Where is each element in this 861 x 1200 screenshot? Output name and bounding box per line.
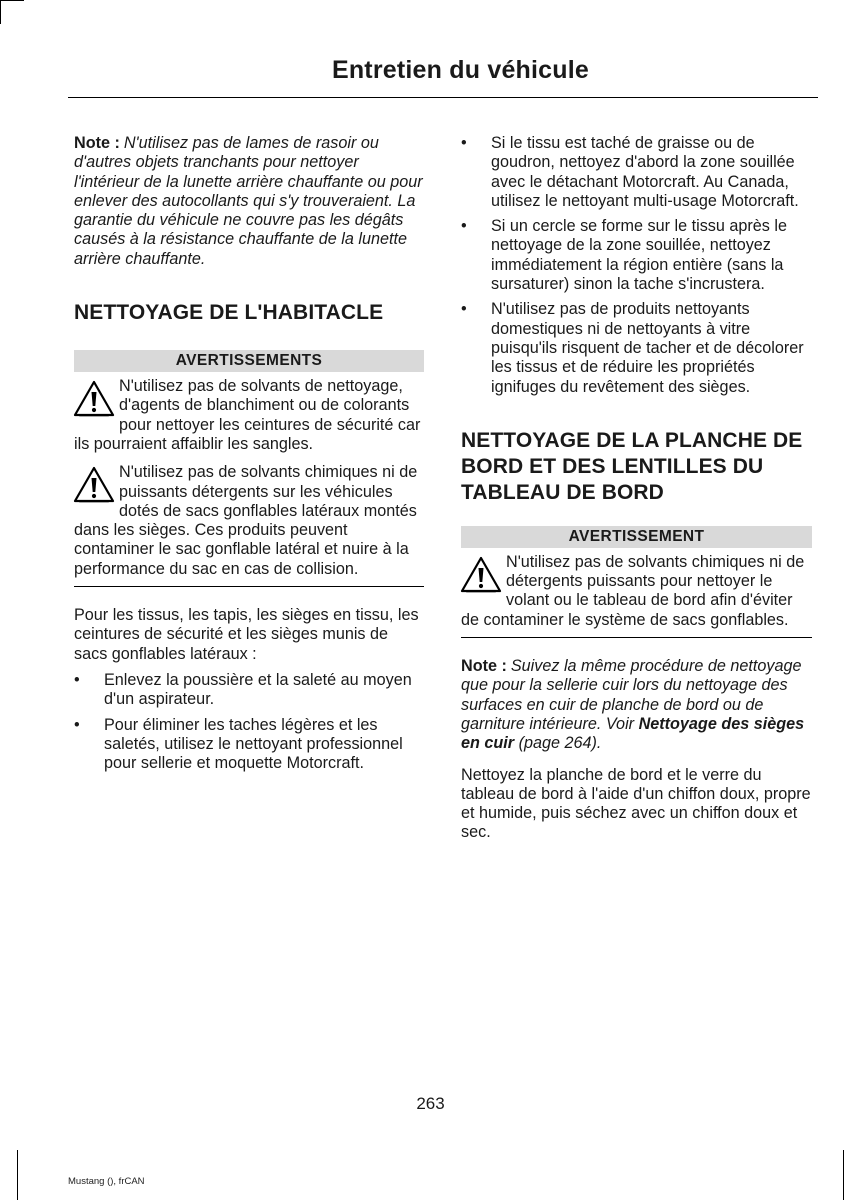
note xyxy=(461,657,812,753)
warning-text: N'utilisez pas de solvants chimiques ni de détergents puissants pour nettoyer le volant ou le tableau de bord afin d'éviter de contaminer le système de sacs gonflables. xyxy=(461,552,805,629)
list-item: • N'utilisez pas de produits nettoyants domestiques ni de nettoyants à vitre puisqu'ils risquent de tacher et de décolorer les tissus et de réduire les propriétés ignifuges du revêtement des sièges. xyxy=(461,300,804,396)
paragraph: Nettoyez la planche de bord et le verre du tableau de bord à l'aide d'un chiffon doux, propre et humide, puis séchez avec un chiffon doux et sec. xyxy=(461,765,811,842)
note-label: Note : xyxy=(461,657,507,676)
bullet-marker: • xyxy=(74,670,80,689)
page-reference: (page 264). xyxy=(518,734,602,753)
crop-mark xyxy=(0,0,24,1)
warnings-end-rule xyxy=(74,586,424,587)
note xyxy=(74,134,424,269)
crop-mark xyxy=(843,1150,844,1200)
bullet-marker: • xyxy=(461,300,467,319)
page-number: 263 xyxy=(416,1094,445,1113)
bullet-list xyxy=(74,671,424,773)
footer-text: Mustang (), frCAN xyxy=(68,1176,145,1187)
note-text: Suivez la même procédure de nettoyage que pour la sellerie cuir lors du nettoyage des surfaces en cuir de planche de bord ou de garniture intérieure. Voir xyxy=(461,657,802,733)
warnings-title: AVERTISSEMENTS xyxy=(74,350,424,372)
list-item: • Enlevez la poussière et la saleté au moyen d'un aspirateur. xyxy=(74,670,412,709)
page-title: Entretien du véhicule xyxy=(331,56,589,84)
header-divider xyxy=(68,97,818,98)
warning-triangle-icon xyxy=(459,555,503,595)
left-column xyxy=(74,134,424,773)
bullet-marker: • xyxy=(74,715,80,734)
intro-paragraph: Pour les tissus, les tapis, les sièges en tissu, les ceintures de sécurité et les sièges munis de sacs gonflables latéraux : xyxy=(74,606,419,663)
crop-mark xyxy=(0,0,1,24)
warning-text: N'utilisez pas de solvants chimiques ni de puissants détergents sur les véhicules dotés de sacs gonflables latéraux montés dans les sièges. Ces produits peuvent contaminer le sac gonflable latéral et nuire à la performance du sac en cas de collision. xyxy=(74,463,418,578)
bullet-marker: • xyxy=(461,217,467,236)
list-item: • Si un cercle se forme sur le tissu après le nettoyage de la zone souillée, nettoyez immédiatement la région entière (sans la sursaturer) sinon la tache s'incrustera. xyxy=(461,217,787,294)
section-heading: NETTOYAGE DE LA PLANCHE DE BORD ET DES LENTILLES DU TABLEAU DE BORD xyxy=(461,428,803,504)
note-label: Note : xyxy=(74,134,120,152)
section-heading: NETTOYAGE DE L'HABITACLE xyxy=(74,301,384,325)
crop-mark xyxy=(17,1150,18,1200)
warning-item xyxy=(74,463,424,579)
warning-triangle-icon xyxy=(72,379,116,419)
warning-item xyxy=(74,377,424,454)
warning-title: AVERTISSEMENT xyxy=(461,526,812,548)
warning-end-rule xyxy=(461,637,812,638)
warning-item xyxy=(461,553,812,630)
cross-reference-link[interactable]: Nettoyage des sièges en cuir xyxy=(461,714,805,753)
warning-triangle-icon xyxy=(72,465,116,505)
list-item: • Si le tissu est taché de graisse ou de goudron, nettoyez d'abord la zone souillée avec le détachant Motorcraft. Au Canada, utilisez le nettoyant multi-usage Motorcraft. xyxy=(461,134,799,210)
right-column xyxy=(461,134,812,843)
warning-text: N'utilisez pas de solvants de nettoyage, d'agents de blanchiment ou de colorants pour nettoyer les ceintures de sécurité car ils pourraient affaiblir les sangles. xyxy=(74,377,421,453)
bullet-list xyxy=(461,134,812,397)
bullet-marker: • xyxy=(461,134,467,152)
note-text: N'utilisez pas de lames de rasoir ou d'autres objets tranchants pour nettoyer l'intérieur de la lunette arrière chauffante ou pour enlever des autocollants qui s'y trouveraient. La garantie du véhicule ne couvre pas les dégâts causés à la résistance chauffante de la lunette arrière chauffante. xyxy=(74,134,423,268)
list-item: • Pour éliminer les taches légères et les saletés, utilisez le nettoyant professionnel pour sellerie et moquette Motorcraft. xyxy=(74,715,403,773)
